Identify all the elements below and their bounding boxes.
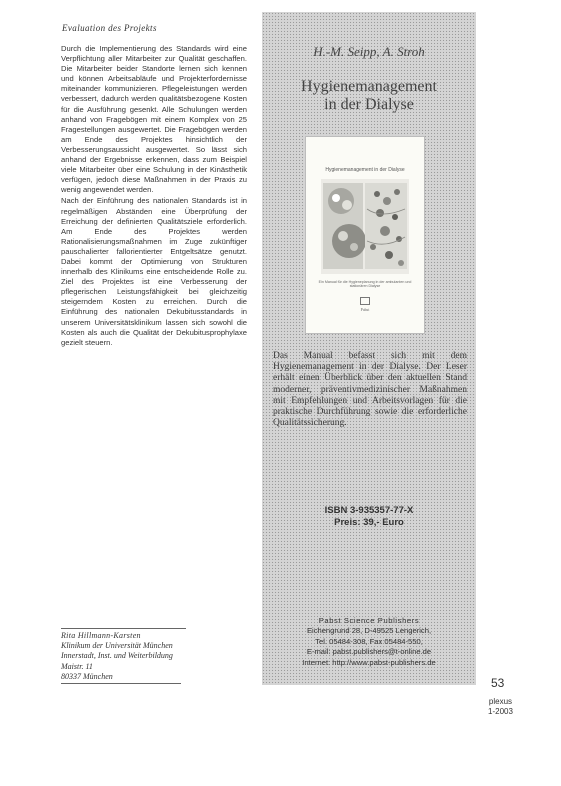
ad-price: Preis: 39,- Euro <box>334 517 404 528</box>
journal-name: plexus <box>488 697 513 706</box>
page-number: 53 <box>491 676 505 690</box>
book-cover-title: Hygienemanagement in der Dialyse <box>325 167 405 173</box>
article-paragraph: Durch die Implementierung des Standards wird eine Verpflichtung aller Mitarbeiter zur Qualität geschaffen. Die Mitarbeiter beider Standorte lernen sich kennen und können Arbeitsabläufe und Projekterfordernisse miteinander kommunizieren. Pflegeleistungen werden verbessert, dadurch werden qualitätsbezogene Kosten für die Ausführung gesenkt. Alle Schulungen werden anhand von Fragebögen mit einem Komplex von 25 Fragestellungen ausgewertet. Die Fragebögen werden am Ende des Projektes hinsichtlich der Verbesserungsaussicht ausgewertet. So lässt sich anhand der Ergebnisse erkennen, dass zum Beispiel viele Mitarbeiter über eine Schulung in der Kinästhetik verfügen, jedoch diese Maßnahmen in der Praxis zu wenig angewendet werden. <box>61 44 247 195</box>
publisher-phone: Tel. 05484-308, Fax 05484-550, <box>315 636 423 646</box>
book-cover-subtitle: Ein Manual für die Hygieneplanung in der ambulanten und stationären Dialyse <box>318 280 412 289</box>
ad-order-info <box>262 505 476 529</box>
author-name: Rita Hillmann-Karsten <box>61 631 141 640</box>
publisher-email: E-mail: pabst.publishers@t-online.de <box>306 647 432 657</box>
ad-title-line: Hygienemanagement <box>301 78 437 95</box>
article-body <box>61 44 247 349</box>
article-paragraph: Nach der Einführung des nationalen Standards ist in regelmäßigen Abständen eine Überprüfung der Erreichung der definierten Qualitätsziele erforderlich. Am Ende des Projektes werden Rationalisierungsmaßnahmen im Zuge zukünftiger pauschalierter fallorientierter Entgeltsätze genutzt. Dabei kommt der Optimierung von Strukturen innerhalb des Klinikums eine entscheidende Rolle zu. Ziel des Projektes ist eine Verbesserung der pflegerischen Leistungsfähigkeit bei gleichzeitig steigerndem Kosten zu erreichen. Durch die Einführung des nationalen Dekubitusstandards in unserem Universitätsklinikum lassen sich sowohl die Kosten als auch die Qualität der Dekubitusprophylaxe gezielt steuern. <box>61 196 247 347</box>
author-department: Innerstadt, Inst. und Weiterbildung <box>61 651 173 661</box>
author-divider <box>61 628 186 629</box>
ad-isbn: ISBN 3-935357-77-X <box>324 505 414 516</box>
journal-mark <box>488 697 513 717</box>
author-street: Maistr. 11 <box>61 661 93 671</box>
author-block <box>61 631 251 684</box>
ad-title <box>262 78 476 114</box>
book-advertisement <box>262 12 476 685</box>
ad-description: Das Manual befasst sich mit dem Hygienemanagement in der Dialyse. Der Leser erhält einen Überblick über den aktuellen Stand moderner, präventivmedizinischer Maßnahmen mit Empfehlungen und Arbeitsvorlagen für die praktische Durchführung sowie die erforderliche Qualitätssicherung. <box>273 351 467 429</box>
book-cover-illustration <box>321 179 409 274</box>
book-cover-publisher: Pabst <box>360 307 370 312</box>
ad-title-line: in der Dialyse <box>324 96 414 113</box>
ad-authors: H.-M. Seipp, A. Stroh <box>313 44 425 59</box>
author-city: 80337 München <box>61 672 181 684</box>
publisher-address: Eichengrund 28, D-49525 Lengerich, <box>306 626 432 636</box>
publisher-name: Pabst Science Publishers <box>318 616 420 625</box>
publisher-website: Internet: http://www.pabst-publishers.de <box>302 657 436 667</box>
author-affiliation: Klinikum der Universität München <box>61 641 173 651</box>
publisher-contact <box>262 616 476 668</box>
publisher-logo-icon <box>360 297 370 305</box>
book-cover-image <box>305 136 425 334</box>
journal-issue: 1-2003 <box>488 707 513 716</box>
page-header: Evaluation des Projekts <box>62 23 157 33</box>
